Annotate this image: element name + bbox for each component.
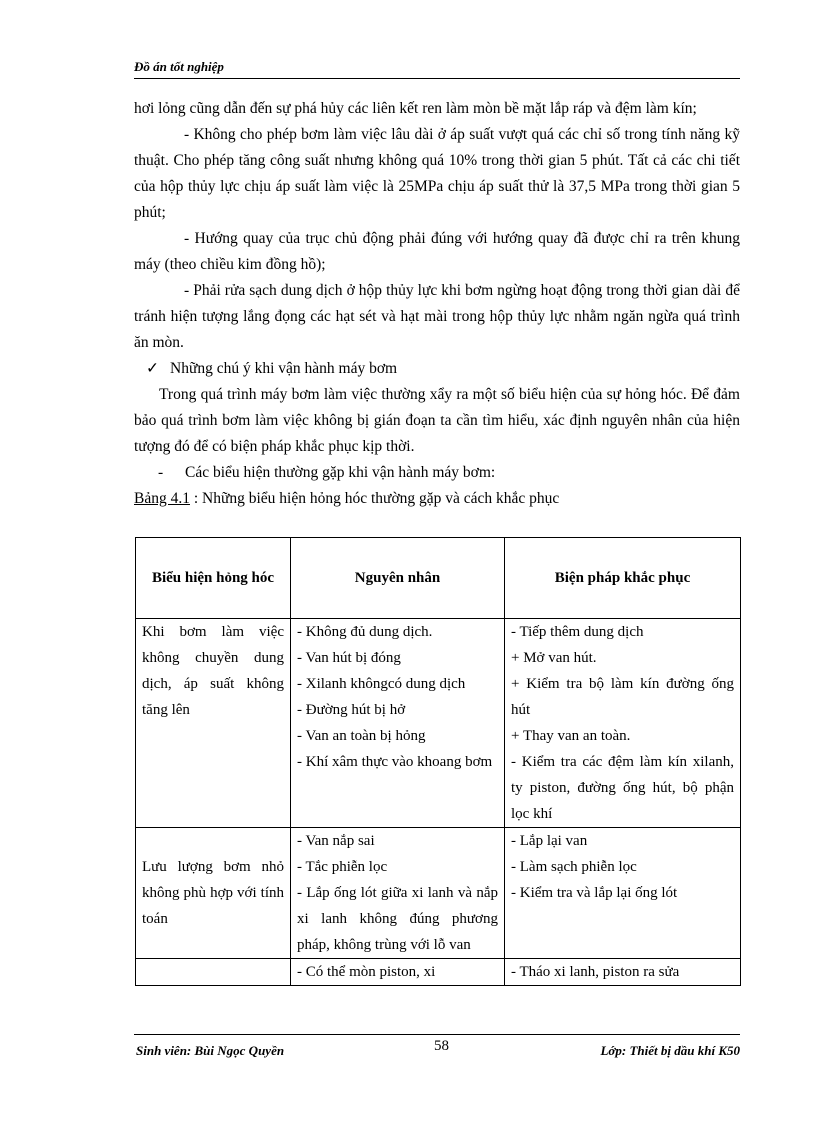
symptom-cell: Khi bơm làm việc không chuyền dung dịch, áp suất không tăng lên [136, 619, 291, 828]
cause-line: - Xilanh khôngcó dung dịch [297, 676, 466, 692]
checkmark-icon: ✓ [146, 360, 159, 377]
fix-line: - Tiếp thêm dung dịch [511, 624, 644, 640]
footer-student: Sinh viên: Bùi Ngọc Quyền [136, 1043, 285, 1058]
cause-line: - Van nắp sai [297, 833, 375, 849]
header-cause: Nguyên nhân [291, 538, 505, 619]
cause-cell [291, 619, 505, 828]
cause-line: - Lắp ống lót giữa xi lanh và nắp xi lanh không đúng phương pháp, không trùng với lỗ van [297, 885, 498, 953]
footer-class: Lớp: Thiết bị dầu khí K50 [600, 1043, 740, 1058]
cause-line: - Van hút bị đóng [297, 650, 401, 666]
paragraph-1: hơi lỏng cũng dẫn đến sự phá hủy các liên kết ren làm mòn bề mặt lắp ráp và đệm làm kín; [134, 100, 697, 117]
cause-cell [291, 828, 505, 959]
header-symptom: Biểu hiện hỏng hóc [136, 538, 291, 619]
fix-cell [505, 619, 741, 828]
fix-line: + Thay van an toàn. [511, 728, 631, 744]
faults-table [135, 537, 741, 986]
header-title: Đồ án tốt nghiệp [134, 59, 224, 74]
fix-line: + Kiểm tra bộ làm kín đường ống hút [511, 676, 734, 718]
cause-line: - Đường hút bị hở [297, 702, 406, 718]
bullet-item [134, 356, 740, 382]
table-row [136, 619, 741, 828]
symptom-cell: Lưu lượng bơm nhỏ không phù hợp với tính toán [136, 828, 291, 959]
cause-line: - Có thể mòn piston, xi [297, 964, 436, 980]
fix-line: - Kiểm tra và lắp lại ống lót [511, 885, 678, 901]
caption-text: : Những biểu hiện hỏng hóc thường gặp và cách khắc phục [189, 490, 560, 507]
cause-line: - Không đủ dung dịch. [297, 624, 433, 640]
paragraph-3: - Hướng quay của trục chủ động phải đúng với hướng quay đã được chỉ ra trên khung máy (theo chiều kim đồng hồ); [134, 230, 740, 273]
fix-line: - Lắp lại van [511, 833, 588, 849]
page-footer [134, 1034, 740, 1070]
cause-line: - Van an toàn bị hỏng [297, 728, 426, 744]
bullet-text: Những chú ý khi vận hành máy bơm [170, 360, 398, 377]
body-text [134, 96, 740, 512]
dash-mark: - [158, 464, 164, 481]
symptom-cell [136, 959, 291, 986]
table-row [136, 828, 741, 959]
fix-line: - Tháo xi lanh, piston ra sửa [511, 964, 680, 980]
paragraph-2: - Không cho phép bơm làm việc lâu dài ở áp suất vượt quá các chỉ số trong tính năng kỹ thuật. Cho phép tăng công suất nhưng không quá 10% trong thời gian 5 phút. Tất cả các chi tiết của hộp thủy lực chịu áp suất làm việc là 25MPa chịu áp suất thử là 37,5 MPa trong thời gian 5 phút; [134, 126, 740, 221]
fix-cell [505, 828, 741, 959]
fix-line: + Mở van hút. [511, 650, 597, 666]
cause-cell [291, 959, 505, 986]
table-header-row [136, 538, 741, 619]
fix-line: - Kiểm tra các đệm làm kín xilanh, ty piston, đường ống hút, bộ phận lọc khí [511, 754, 734, 822]
dash-item [134, 460, 740, 486]
cause-line: - Tắc phiễn lọc [297, 859, 388, 875]
caption-label: Bảng 4.1 [134, 490, 190, 507]
table-row [136, 959, 741, 986]
header-fix: Biện pháp khắc phục [505, 538, 741, 619]
page-header [134, 58, 740, 79]
page-number: 58 [434, 1038, 449, 1054]
table-caption [134, 486, 740, 512]
dash-text: Các biểu hiện thường gặp khi vận hành máy bơm: [185, 464, 496, 481]
paragraph-4: - Phải rửa sạch dung dịch ở hộp thủy lực khi bơm ngừng hoạt động trong thời gian dài để tránh hiện tượng lắng đọng các hạt sét và hạt mài trong hộp thủy lực nhằm ngăn ngừa quá trình ăn mòn. [134, 282, 740, 351]
paragraph-5: Trong quá trình máy bơm làm việc thường xẩy ra một số biểu hiện của sự hỏng hóc. Để đảm bảo quá trình bơm làm việc không bị gián đoạn ta cần tìm hiểu, xác định nguyên nhân của hiện tượng đó để có biện pháp khắc phục kịp thời. [134, 386, 740, 455]
fix-cell [505, 959, 741, 986]
cause-line: - Khí xâm thực vào khoang bơm [297, 754, 493, 770]
fix-line: - Làm sạch phiễn lọc [511, 859, 637, 875]
